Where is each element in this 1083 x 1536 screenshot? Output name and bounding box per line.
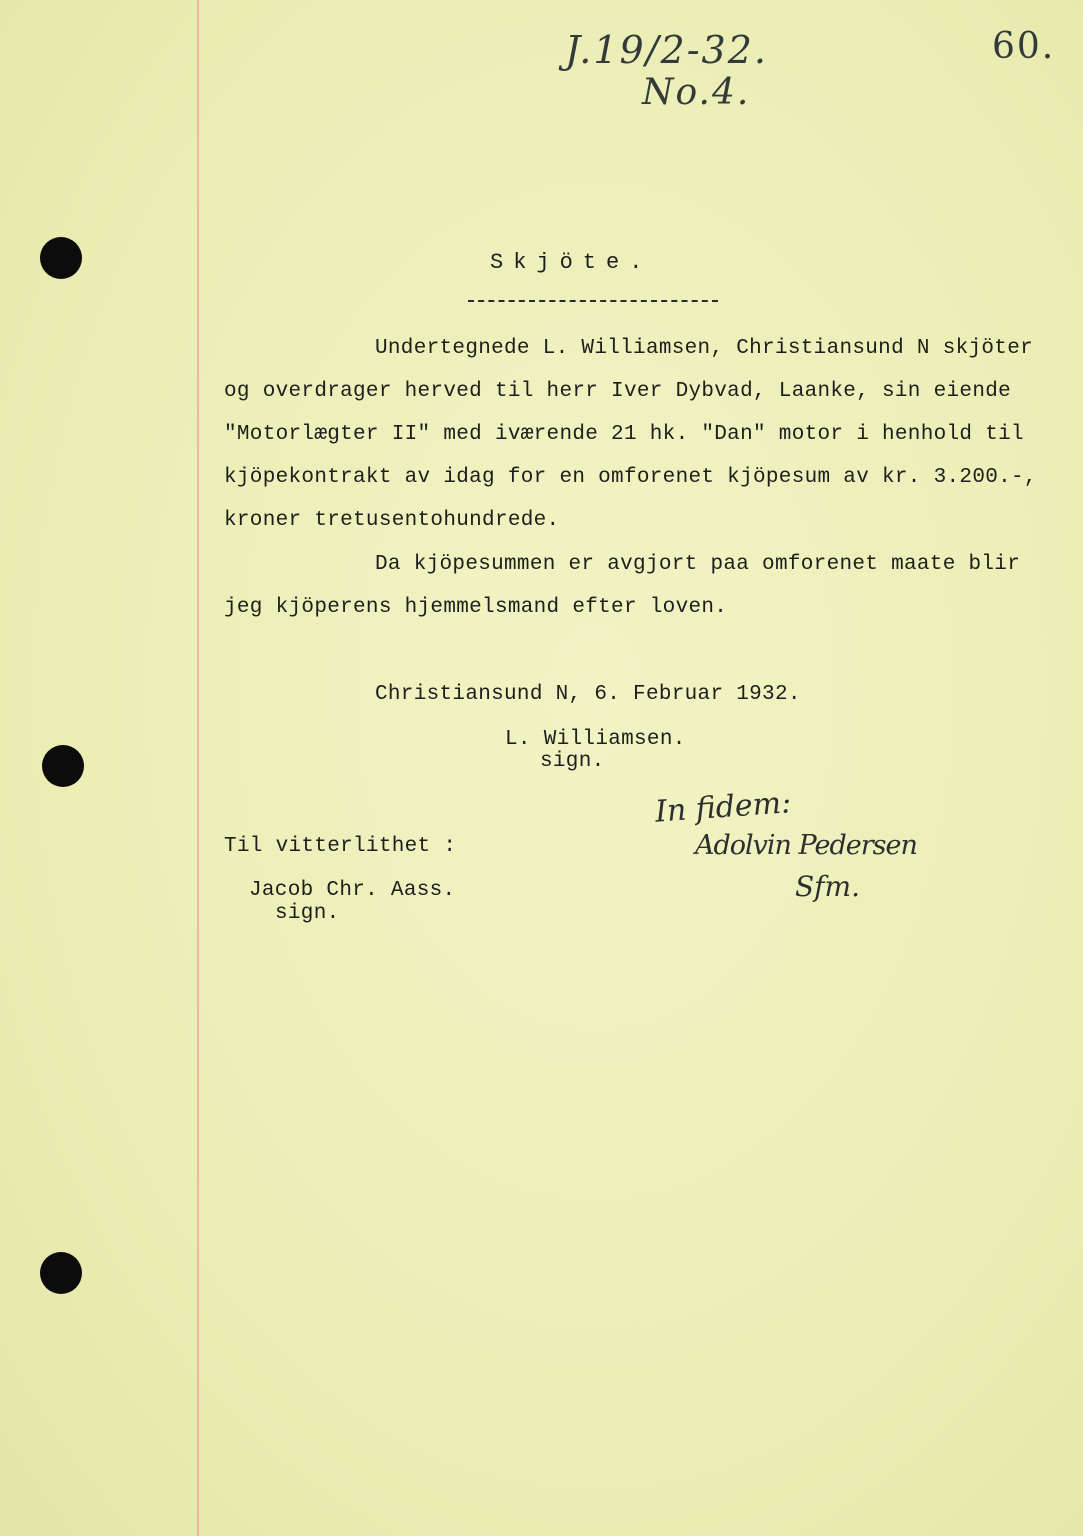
witness-label: Til vitterlithet : bbox=[224, 835, 457, 858]
paragraph-line: "Motorlægter II" med iværende 21 hk. "Dan" motor i henhold til bbox=[224, 423, 1024, 446]
paragraph-line: og overdrager herved til herr Iver Dybvad, Laanke, sin eiende bbox=[224, 380, 1012, 403]
date-annotation: J.19/2-32. bbox=[565, 28, 768, 72]
margin-line bbox=[197, 0, 199, 1536]
witness-name: Jacob Chr. Aass. bbox=[249, 879, 456, 902]
handwritten-signature-line: Sfm. bbox=[795, 870, 860, 903]
punch-hole bbox=[40, 1252, 82, 1294]
punch-hole bbox=[40, 237, 82, 279]
punch-hole bbox=[42, 745, 84, 787]
handwritten-signature-line: Adolvin Pedersen bbox=[695, 830, 917, 861]
page-number: 60. bbox=[992, 26, 1056, 67]
paragraph-line: Da kjöpesummen er avgjort paa omforenet maate blir bbox=[375, 553, 1021, 576]
paragraph-line: Undertegnede L. Williamsen, Christiansund N skjöter bbox=[375, 337, 1034, 360]
number-annotation: No.4. bbox=[642, 72, 751, 113]
paragraph-line: kjöpekontrakt av idag for en omforenet kjöpesum av kr. 3.200.-, bbox=[224, 466, 1037, 489]
signer-name: L. Williamsen. bbox=[505, 728, 686, 751]
document-title: Skjöte. bbox=[490, 250, 653, 275]
signer-sign: sign. bbox=[540, 750, 605, 773]
paragraph-line: jeg kjöperens hjemmelsmand efter loven. bbox=[224, 596, 728, 619]
paragraph-line: kroner tretusentohundrede. bbox=[224, 509, 560, 532]
place-date: Christiansund N, 6. Februar 1932. bbox=[375, 683, 801, 706]
witness-sign: sign. bbox=[275, 902, 340, 925]
title-underline bbox=[468, 300, 718, 302]
handwritten-signature-line: In fidem: bbox=[653, 785, 793, 830]
